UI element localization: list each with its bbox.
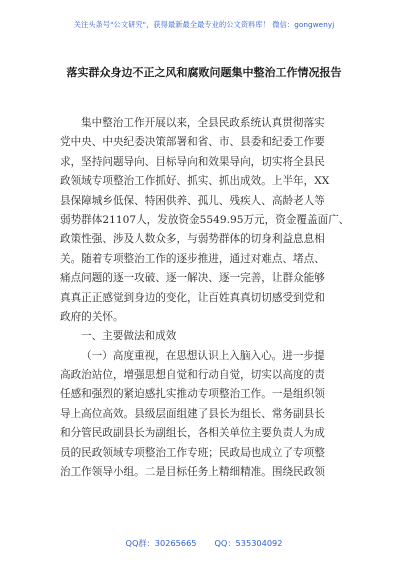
promo-banner: 关注头条号"公文研究"，获得最新最全最专业的公文资料库！ 微信：gongwenyj bbox=[73, 20, 335, 29]
body-line: 治工作领导小组。二是目标任务上精细精准。围绕民政领 bbox=[60, 466, 325, 479]
body-line: 关。随着专项整治工作的逐步推进，通过对难点、堵点、 bbox=[60, 252, 325, 265]
body-line: 弱势群体21107人，发放资金5549.95万元，资金覆盖面广、 bbox=[60, 213, 350, 226]
section-heading: 一、主要做法和成效 bbox=[81, 330, 177, 343]
body-line: 导上高位高效。县级层面组建了县长为组长、常务副县长 bbox=[60, 407, 325, 420]
qq-group-number: QQ群：30265665 bbox=[125, 538, 197, 548]
body-line: 县保障城乡低保、特困供养、孤儿、残疾人、高龄老人等 bbox=[60, 194, 325, 207]
body-line: 痛点问题的逐一攻破、逐一解决、逐一完善，让群众能够 bbox=[60, 272, 325, 285]
body-line: 任感和强烈的紧迫感扎实推动专项整治工作。一是组织领 bbox=[60, 388, 325, 401]
body-line: 政府的关怀。 bbox=[60, 310, 124, 323]
document-title: 落实群众身边不正之风和腐败问题集中整治工作情况报告 bbox=[66, 66, 342, 79]
body-line: （一）高度重视，在思想认识上入脑入心。进一步提 bbox=[81, 349, 325, 362]
body-line: 员的民政领域专项整治工作专班；民政局也成立了专项整 bbox=[60, 446, 325, 459]
body-line: 政领域专项整治工作抓好、抓实、抓出成效。上半年，XX bbox=[60, 175, 330, 188]
body-line: 求，坚持问题导向、目标导向和效果导向，切实将全县民 bbox=[60, 155, 325, 168]
body-line: 高政治站位，增强思想自觉和行动自觉，切实以高度的责 bbox=[60, 369, 325, 382]
document-body bbox=[60, 114, 356, 482]
body-line: 党中央、中央纪委决策部署和省、市、县委和纪委工作要 bbox=[60, 136, 325, 149]
body-line: 政策性强、涉及人数众多，与弱势群体的切身利益息息相 bbox=[60, 233, 325, 246]
body-line: 集中整治工作开展以来，全县民政系统认真贯彻落实 bbox=[81, 117, 325, 129]
body-line: 真真正正感觉到身边的变化，让百姓真真切切感受到党和 bbox=[60, 291, 325, 304]
qq-number: QQ：535304092 bbox=[214, 538, 283, 548]
contact-footer bbox=[0, 538, 408, 549]
body-line: 和分管民政副县长为副组长，各相关单位主要负责人为成 bbox=[60, 427, 325, 440]
